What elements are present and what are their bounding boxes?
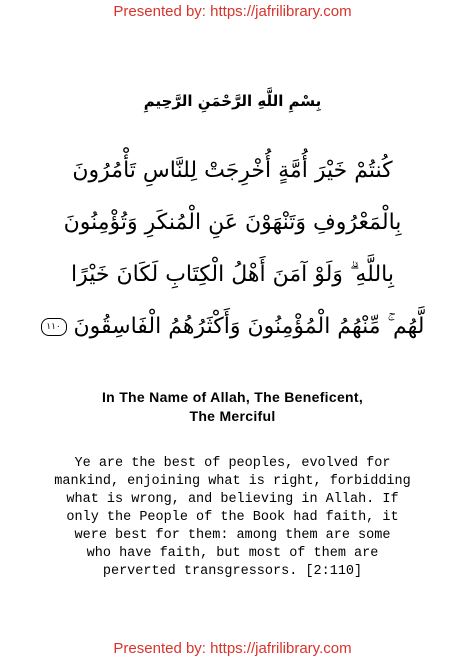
verse-line-last — [24, 301, 441, 353]
verse-line-text: لَّهُم ۚ مِّنْهُمُ الْمُؤْمِنُونَ وَأَكْثَرُهُمُ الْفَاسِقُونَ — [73, 314, 425, 339]
translation-line: who have faith, but most of them are — [86, 546, 379, 561]
translation-line: were best for them: among them are some — [74, 528, 391, 543]
english-translation — [52, 455, 413, 581]
translation-line: mankind, enjoining what is right, forbidding — [54, 474, 411, 489]
verse-line: بِالْمَعْرُوفِ وَتَنْهَوْنَ عَنِ الْمُنكَرِ وَتُؤْمِنُونَ — [63, 210, 402, 235]
bismillah-calligraphy: بِسْمِ اللَّهِ الرَّحْمَنِ الرَّحِيمِ — [143, 92, 322, 110]
translation-line: Ye are the best of peoples, evolved for — [74, 456, 391, 471]
translation-line: what is wrong, and believing in Allah. If — [66, 492, 399, 507]
arabic-verse — [24, 145, 441, 353]
translation-line: perverted transgressors. [2:110] — [102, 564, 363, 579]
header-presented-by: Presented by: https://jafrilibrary.com — [113, 3, 352, 20]
translation-line: only the People of the Book had faith, it — [66, 510, 399, 525]
verse-line: بِاللَّهِ ۗ وَلَوْ آمَنَ أَهْلُ الْكِتَابِ لَكَانَ خَيْرًا — [71, 262, 394, 287]
ayah-number-marker: ١١٠ — [41, 318, 67, 336]
english-title — [40, 388, 425, 426]
title-line-1: In The Name of Allah, The Beneficent, — [101, 389, 364, 405]
title-line-2: The Merciful — [189, 408, 276, 424]
verse-line: كُنتُمْ خَيْرَ أُمَّةٍ أُخْرِجَتْ لِلنَّاسِ تَأْمُرُونَ — [72, 158, 393, 183]
footer-presented-by: Presented by: https://jafrilibrary.com — [113, 640, 352, 657]
